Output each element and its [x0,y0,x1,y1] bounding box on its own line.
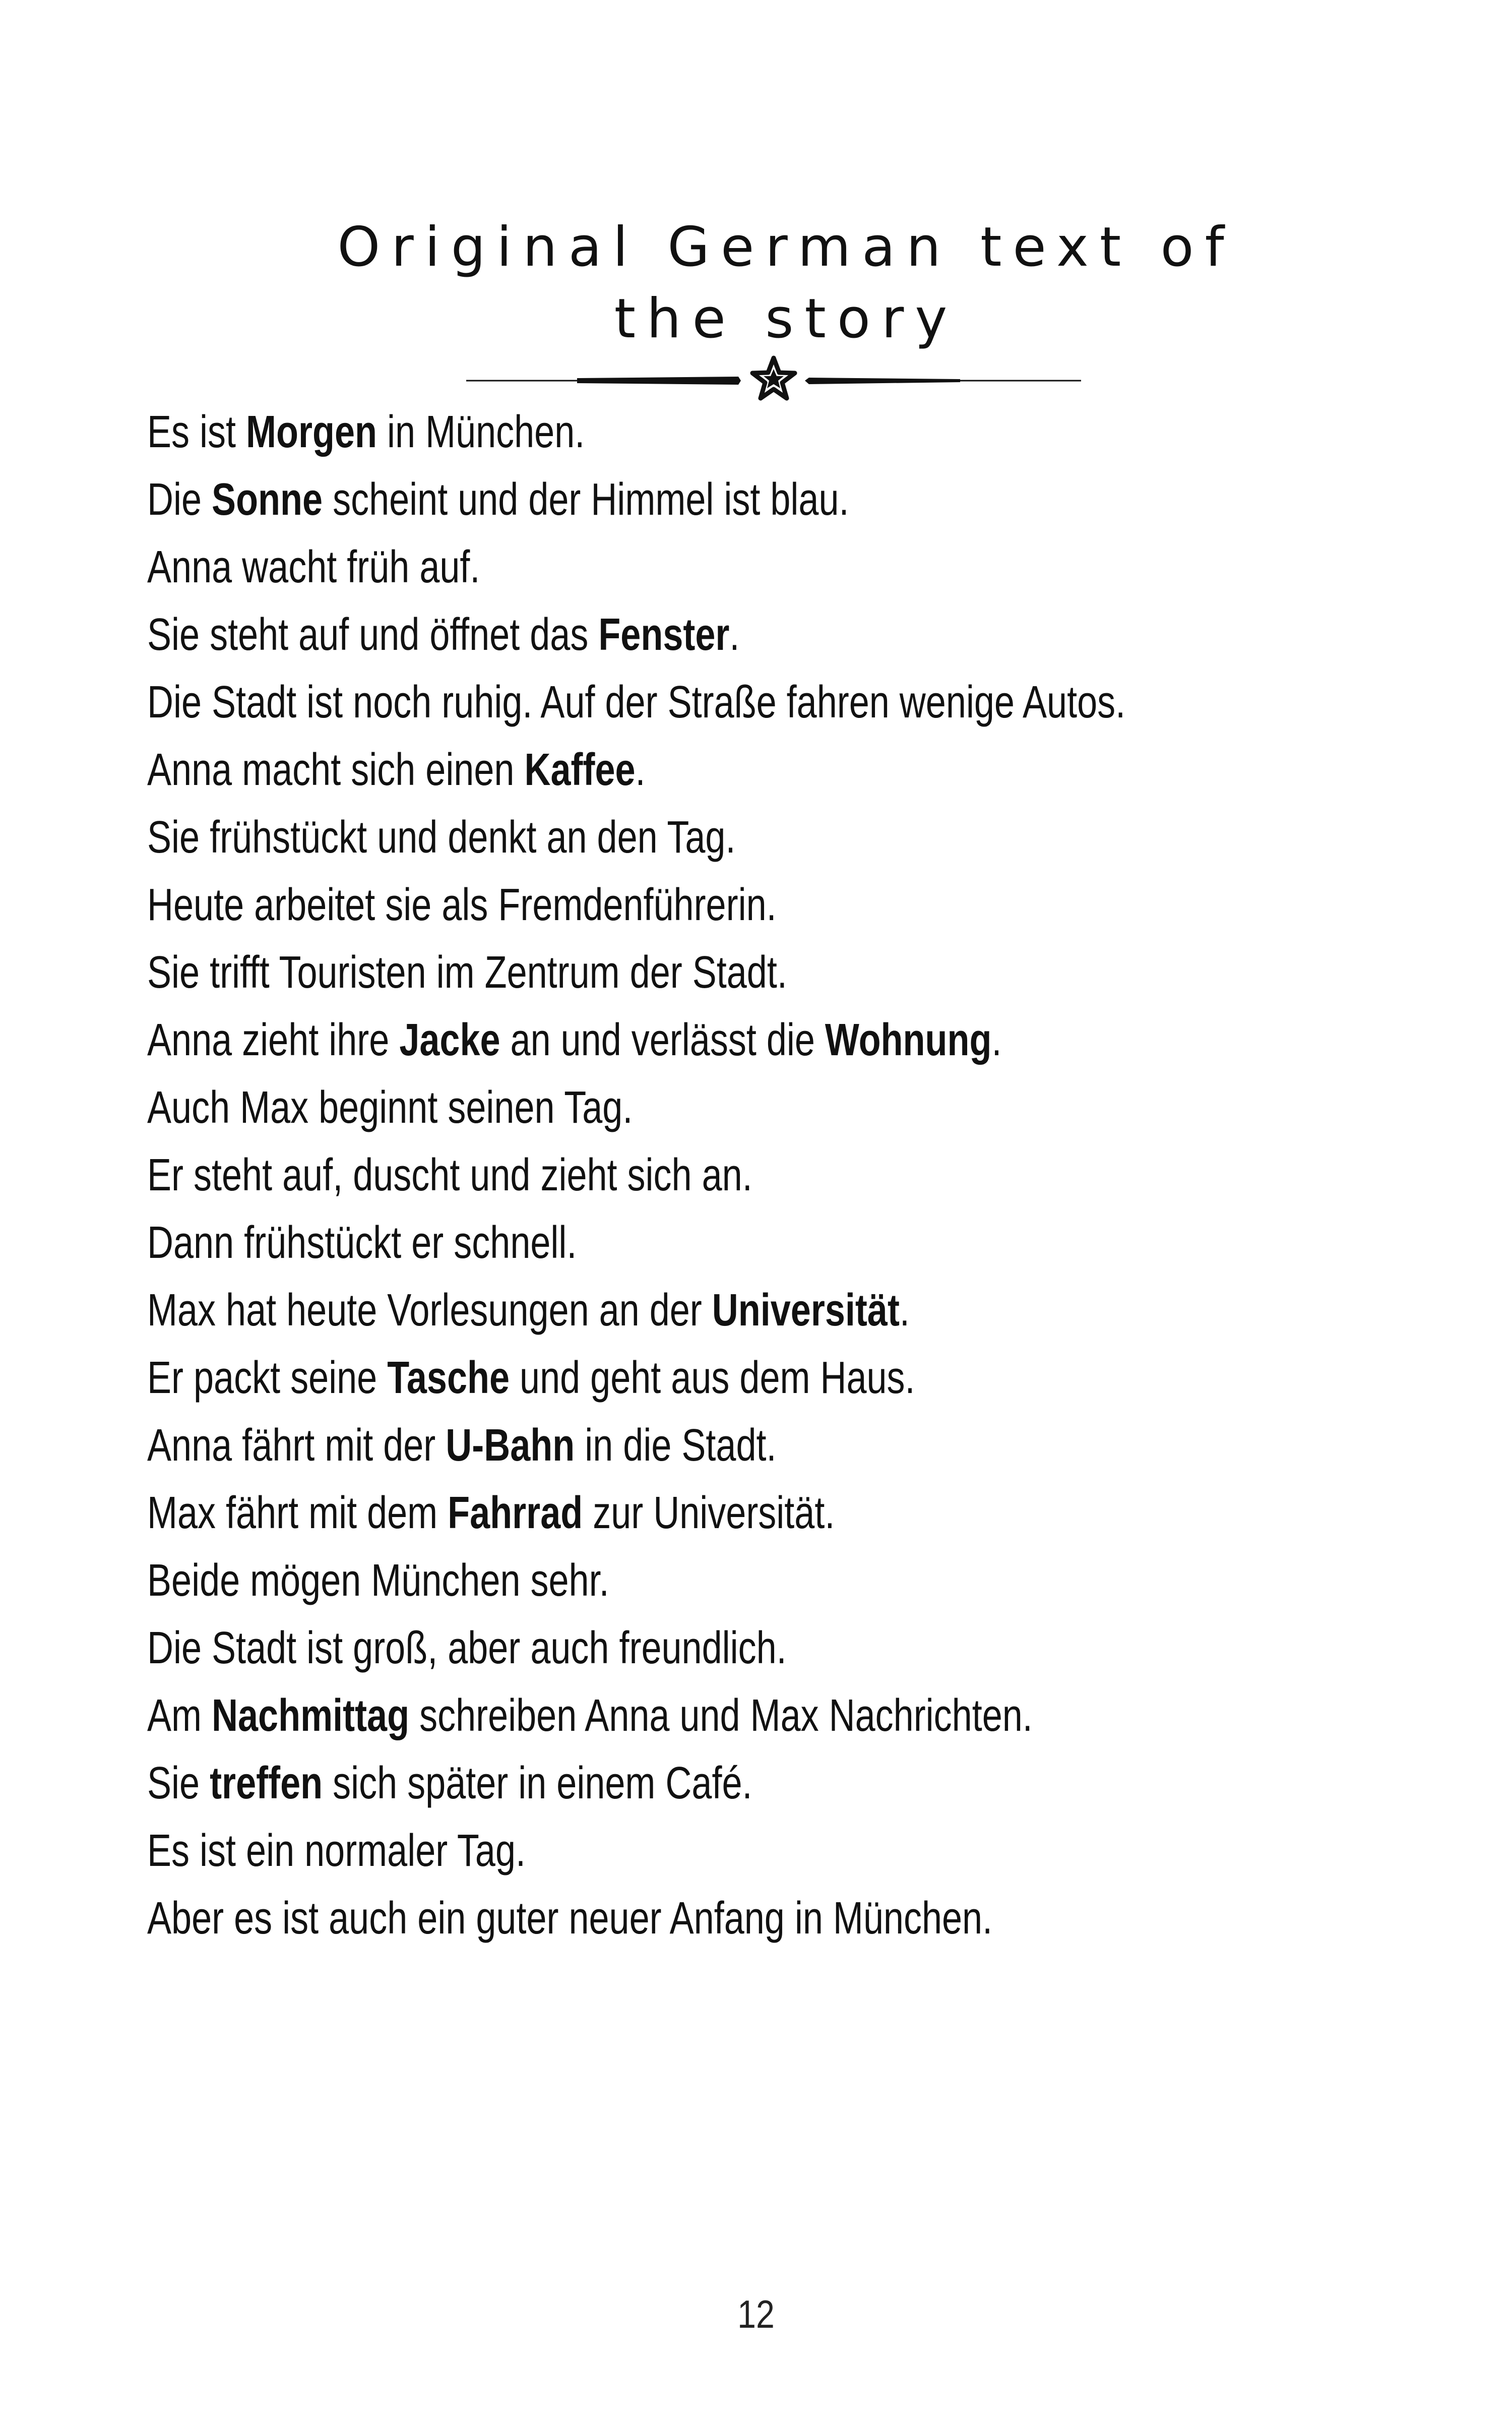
story-line [147,804,1155,871]
story-text-segment: Sie steht auf und öffnet das [147,610,599,660]
story-line [147,1817,1155,1885]
story-line [147,398,1155,466]
story-text-segment: Er steht auf, duscht und zieht sich an. [147,1150,752,1200]
story-line [147,601,1155,669]
vocabulary-word: U-Bahn [446,1420,575,1471]
story-text-segment: Am [147,1690,212,1741]
vocabulary-word: Tasche [387,1353,510,1403]
page-number: 12 [737,2292,775,2336]
story-text-segment: Anna zieht ihre [147,1015,400,1065]
story-text-segment: zur Universität. [583,1488,835,1538]
story-line [147,1614,1155,1682]
story-text-segment: sich später in einem Café. [323,1758,752,1808]
page-title [242,212,1331,355]
story-line [147,1141,1155,1209]
story-line [147,939,1155,1006]
story-text-segment: Sie frühstückt und denkt an den Tag. [147,812,736,863]
story-line [147,1412,1155,1479]
page-title-line-1: Original German text of [337,216,1235,279]
story-text-segment: in die Stadt. [575,1420,777,1471]
story-text-segment: scheint und der Himmel ist blau. [323,474,849,525]
story-text-segment: Er packt seine [147,1353,388,1403]
story-text-segment: Dann frühstückt er schnell. [147,1218,577,1268]
vocabulary-word: Morgen [246,407,377,457]
story-text [147,398,1155,1952]
story-text-segment: Sie [147,1758,210,1808]
story-line [147,1885,1155,1952]
page-title-line-2: the story [614,287,959,350]
story-text-segment: . [635,745,646,795]
vocabulary-word: Universität [712,1285,900,1336]
vocabulary-word: Nachmittag [212,1690,410,1741]
story-text-segment: Max hat heute Vorlesungen an der [147,1285,712,1336]
story-line [147,1682,1155,1749]
story-text-segment: in München. [377,407,585,457]
story-text-segment: und geht aus dem Haus. [510,1353,915,1403]
story-text-segment: Beide mögen München sehr. [147,1555,609,1606]
star-icon [752,358,795,398]
story-text-segment: . [991,1015,1002,1065]
story-text-segment: Sie trifft Touristen im Zentrum der Stadt. [147,947,787,998]
story-text-segment: Auch Max beginnt seinen Tag. [147,1082,633,1133]
story-line [147,1749,1155,1817]
vocabulary-word: Fahrrad [448,1488,583,1538]
story-line [147,466,1155,533]
vocabulary-word: Sonne [212,474,323,525]
story-line [147,1344,1155,1412]
story-line [147,669,1155,736]
vocabulary-word: Kaffee [524,745,636,795]
story-text-segment: Anna macht sich einen [147,745,525,795]
story-line [147,1547,1155,1614]
story-line [147,533,1155,601]
story-text-segment: Anna fährt mit der [147,1420,446,1471]
story-text-segment: Es ist [147,407,246,457]
vocabulary-word: Fenster [598,610,730,660]
story-text-segment: an und verlässt die [500,1015,825,1065]
story-text-segment: . [899,1285,910,1336]
story-text-segment: . [729,610,740,660]
story-text-segment: Die Stadt ist groß, aber auch freundlich. [147,1623,787,1673]
story-text-segment: Es ist ein normaler Tag. [147,1826,526,1876]
story-text-segment: Die [147,474,212,525]
story-line [147,1277,1155,1344]
story-text-segment: schreiben Anna und Max Nachrichten. [409,1690,1033,1741]
story-line [147,1074,1155,1141]
story-text-segment: Anna wacht früh auf. [147,542,480,592]
story-text-segment: Aber es ist auch ein guter neuer Anfang in München. [147,1893,993,1944]
story-line [147,871,1155,939]
story-text-segment: Die Stadt ist noch ruhig. Auf der Straße fahren wenige Autos. [147,677,1126,728]
story-line [147,1006,1155,1074]
story-line [147,1209,1155,1277]
story-text-segment: Max fährt mit dem [147,1488,448,1538]
vocabulary-word: treffen [210,1758,323,1808]
divider-line-left-thick [577,377,741,385]
story-text-segment: Heute arbeitet sie als Fremdenführerin. [147,880,777,930]
vocabulary-word: Jacke [399,1015,500,1065]
vocabulary-word: Wohnung [825,1015,992,1065]
story-line [147,1479,1155,1547]
story-line [147,736,1155,804]
